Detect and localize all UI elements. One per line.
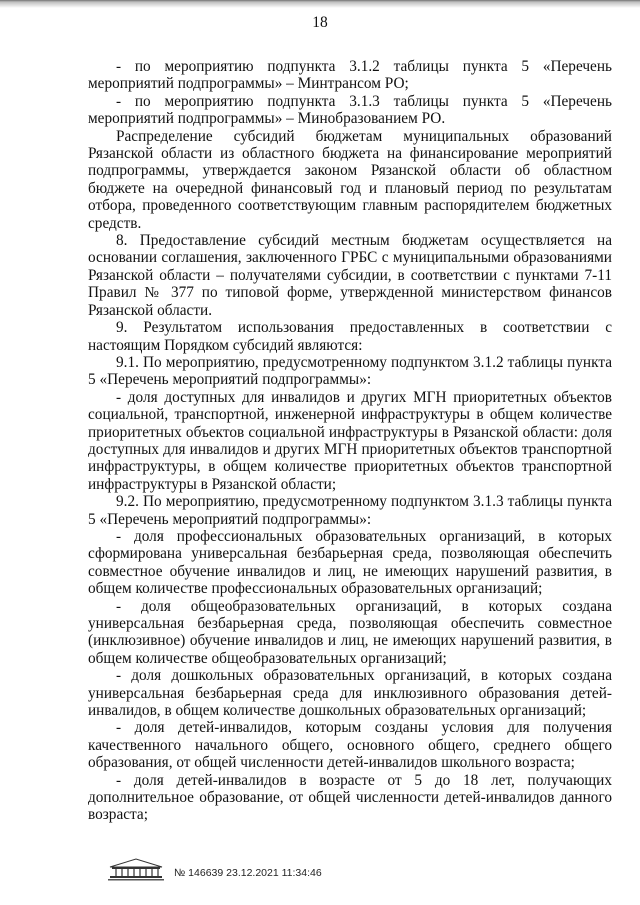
- paragraph: - доля дошкольных образовательных организаций, в которых создана универсальная безбарьерная среда для инклюзивного образования детей-инвалидов, в общем количестве дошкольных образовательных организаций;: [88, 667, 612, 720]
- paragraph: 9.1. По мероприятию, предусмотренному подпунктом 3.1.2 таблицы пункта 5 «Перечень мероприятий подпрограммы»:: [88, 353, 612, 389]
- paragraph: 9.2. По мероприятию, предусмотренному подпунктом 3.1.3 таблицы пункта 5 «Перечень мероприятий подпрограммы»:: [88, 493, 612, 528]
- paragraph: - по мероприятию подпункта 3.1.3 таблицы пункта 5 «Перечень мероприятий подпрограммы» – Минобразованием РО.: [88, 92, 612, 128]
- paragraph: 8. Предоставление субсидий местным бюджетам осуществляется на основании соглашения, заключенного ГРБС с муниципальными образованиями Рязанской области – получателями субсидии, в соответствии с пунктами 7-11 Правил № 377 по типовой форме, утвержденной министерством финансов Рязанской области.: [88, 232, 612, 319]
- paragraph: - доля детей-инвалидов, которым созданы условия для получения качественного начального общего, основного общего, среднего общего образования, от общей численности детей-инвалидов школьного возраста;: [88, 719, 612, 772]
- government-building-stamp-icon: [106, 856, 166, 882]
- document-body: [88, 58, 612, 824]
- page-number: 18: [312, 14, 328, 31]
- registration-number: № 146639 23.12.2021 11:34:46: [174, 867, 322, 879]
- scan-top-edge: [0, 0, 640, 10]
- paragraph: Распределение субсидий бюджетам муниципальных образований Рязанской области из областного бюджета на финансирование мероприятий подпрограммы, утверждается законом Рязанской области об областном бюджете на очередной финансовый год и плановый период по результатам отбора, проведенного соответствующим главным распорядителем бюджетных средств.: [88, 127, 612, 232]
- paragraph: 9. Результатом использования предоставленных в соответствии с настоящим Порядком субсидий являются:: [88, 319, 612, 354]
- registration-footer: [106, 856, 426, 886]
- paragraph: - доля профессиональных образовательных организаций, в которых сформирована универсальная безбарьерная среда, позволяющая обеспечить совместное обучение инвалидов и лиц, не имеющих нарушений развития, в общем количестве профессиональных образовательных организаций;: [88, 527, 612, 598]
- paragraph: - по мероприятию подпункта 3.1.2 таблицы пункта 5 «Перечень мероприятий подпрограммы» – Минтрансом РО;: [88, 58, 612, 93]
- paragraph: - доля доступных для инвалидов и других МГН приоритетных объектов социальной, транспортной, инженерной инфраструктуры в общем количестве приоритетных объектов социальной инфраструктуры в Рязанской области: доля доступных для инвалидов и других МГН приоритетных объектов транспортной инфраструктуры, в общем количестве приоритетных объектов транспортной инфраструктуры в Рязанской области;: [88, 388, 612, 493]
- paragraph: - доля детей-инвалидов в возрасте от 5 до 18 лет, получающих дополнительное образование, от общей численности детей-инвалидов данного возраста;: [88, 771, 612, 824]
- paragraph: - доля общеобразовательных организаций, в которых создана универсальная безбарьерная среда, позволяющая обеспечить совместное (инклюзивное) обучение инвалидов и лиц, не имеющих нарушений развития, в общем количестве общеобразовательных организаций;: [88, 597, 612, 667]
